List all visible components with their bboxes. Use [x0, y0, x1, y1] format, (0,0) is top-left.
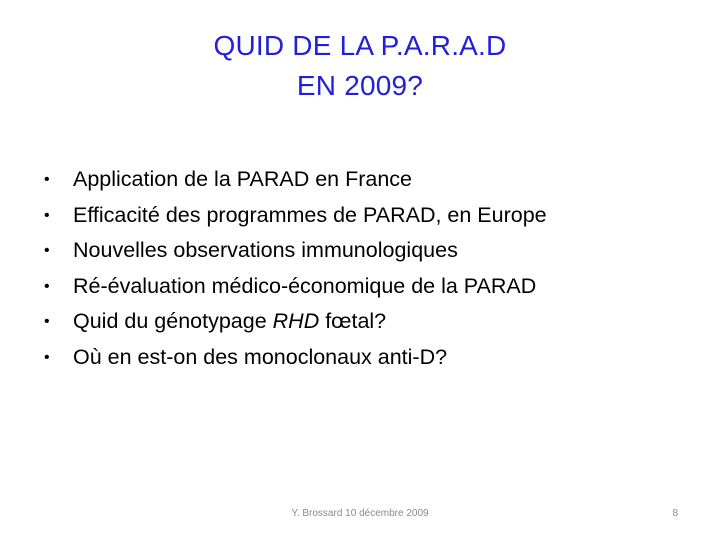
bullet-text: Nouvelles observations immunologiques: [73, 238, 458, 262]
title-line-2: EN 2009?: [296, 70, 424, 101]
bullet-text: Ré-évaluation médico-économique de la PARAD: [73, 273, 537, 298]
bullet-icon: •: [44, 348, 50, 366]
bullet-item: [44, 233, 684, 269]
bullet-item: [44, 162, 684, 198]
slide-title: [0, 26, 720, 106]
footer-text: Y. Brossard 10 décembre 2009: [291, 508, 429, 519]
bullet-text-part: Quid du génotypage: [73, 309, 273, 333]
bullet-icon: •: [44, 171, 50, 188]
bullet-icon: •: [44, 206, 50, 224]
bullet-text: Où en est-on des monoclonaux anti-D?: [73, 344, 448, 369]
bullet-icon: •: [44, 313, 50, 330]
bullet-item: [44, 304, 684, 340]
bullet-text: [73, 304, 386, 340]
gene-name-italic: RHD: [272, 309, 320, 333]
bullet-icon: •: [44, 277, 50, 295]
title-line-1: QUID DE LA P.A.R.A.D: [213, 30, 507, 61]
bullet-item: [44, 340, 684, 376]
bullet-item: [44, 269, 684, 305]
bullet-text: Application de la PARAD en France: [73, 167, 413, 191]
page-number: 8: [672, 508, 678, 519]
bullet-item: [44, 198, 684, 234]
bullet-text: Efficacité des programmes de PARAD, en Europe: [73, 202, 547, 227]
bullet-text-part: fœtal?: [319, 309, 387, 333]
bullet-icon: •: [44, 242, 50, 259]
bullet-list: [44, 162, 684, 375]
